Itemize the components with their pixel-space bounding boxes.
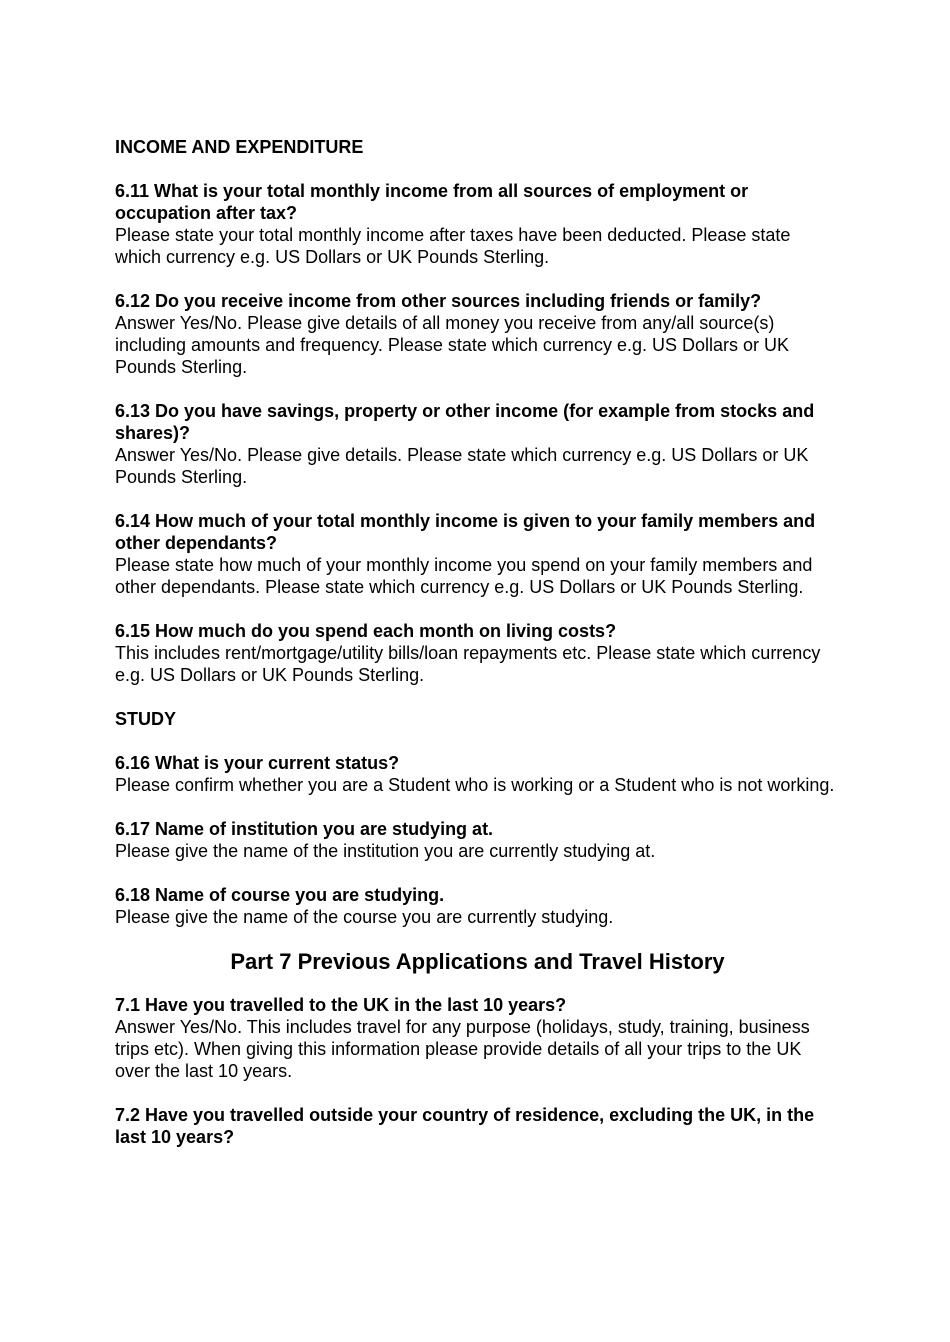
question-guidance: This includes rent/mortgage/utility bills/loan repayments etc. Please state which currency e.g. US Dollars or UK Pounds Sterling. bbox=[115, 643, 821, 685]
question-6-13 bbox=[115, 400, 840, 488]
question-title: 6.17 Name of institution you are studying at. bbox=[115, 819, 494, 839]
question-guidance: Answer Yes/No. Please give details of all money you receive from any/all source(s) including amounts and frequency. Please state which currency e.g. US Dollars or UK Pounds Sterling. bbox=[115, 313, 789, 377]
question-6-16 bbox=[115, 752, 840, 796]
question-title: 6.18 Name of course you are studying. bbox=[115, 885, 445, 905]
section-heading-income: INCOME AND EXPENDITURE bbox=[115, 137, 364, 157]
question-title: 6.13 Do you have savings, property or other income (for example from stocks and shares)? bbox=[115, 401, 815, 443]
question-title: 6.15 How much do you spend each month on living costs? bbox=[115, 621, 617, 641]
question-6-15 bbox=[115, 620, 840, 686]
question-guidance: Please give the name of the course you are currently studying. bbox=[115, 907, 614, 927]
question-6-18 bbox=[115, 884, 840, 928]
question-guidance: Please give the name of the institution you are currently studying at. bbox=[115, 841, 656, 861]
question-6-14 bbox=[115, 510, 840, 598]
question-6-12 bbox=[115, 290, 840, 378]
part-7-heading: Part 7 Previous Applications and Travel History bbox=[230, 949, 725, 974]
question-title: 6.14 How much of your total monthly income is given to your family members and other dependants? bbox=[115, 511, 816, 553]
question-guidance: Please state your total monthly income after taxes have been deducted. Please state which currency e.g. US Dollars or UK Pounds Sterling. bbox=[115, 225, 791, 267]
question-7-2 bbox=[115, 1104, 840, 1148]
question-title: 6.11 What is your total monthly income from all sources of employment or occupation after tax? bbox=[115, 181, 749, 223]
question-title: 7.2 Have you travelled outside your country of residence, excluding the UK, in the last 10 years? bbox=[115, 1105, 815, 1147]
question-title: 6.16 What is your current status? bbox=[115, 753, 400, 773]
question-7-1 bbox=[115, 994, 840, 1082]
section-heading-study: STUDY bbox=[115, 709, 177, 729]
question-guidance: Answer Yes/No. Please give details. Please state which currency e.g. US Dollars or UK Pounds Sterling. bbox=[115, 445, 809, 487]
question-title: 6.12 Do you receive income from other sources including friends or family? bbox=[115, 291, 762, 311]
question-title: 7.1 Have you travelled to the UK in the last 10 years? bbox=[115, 995, 567, 1015]
question-guidance: Please confirm whether you are a Student who is working or a Student who is not working. bbox=[115, 775, 835, 795]
question-6-17 bbox=[115, 818, 840, 862]
question-guidance: Answer Yes/No. This includes travel for any purpose (holidays, study, training, business trips etc). When giving this information please provide details of all your trips to the UK over the last 10 years. bbox=[115, 1017, 810, 1081]
question-guidance: Please state how much of your monthly income you spend on your family members and other dependants. Please state which currency e.g. US Dollars or UK Pounds Sterling. bbox=[115, 555, 813, 597]
question-6-11 bbox=[115, 180, 840, 268]
